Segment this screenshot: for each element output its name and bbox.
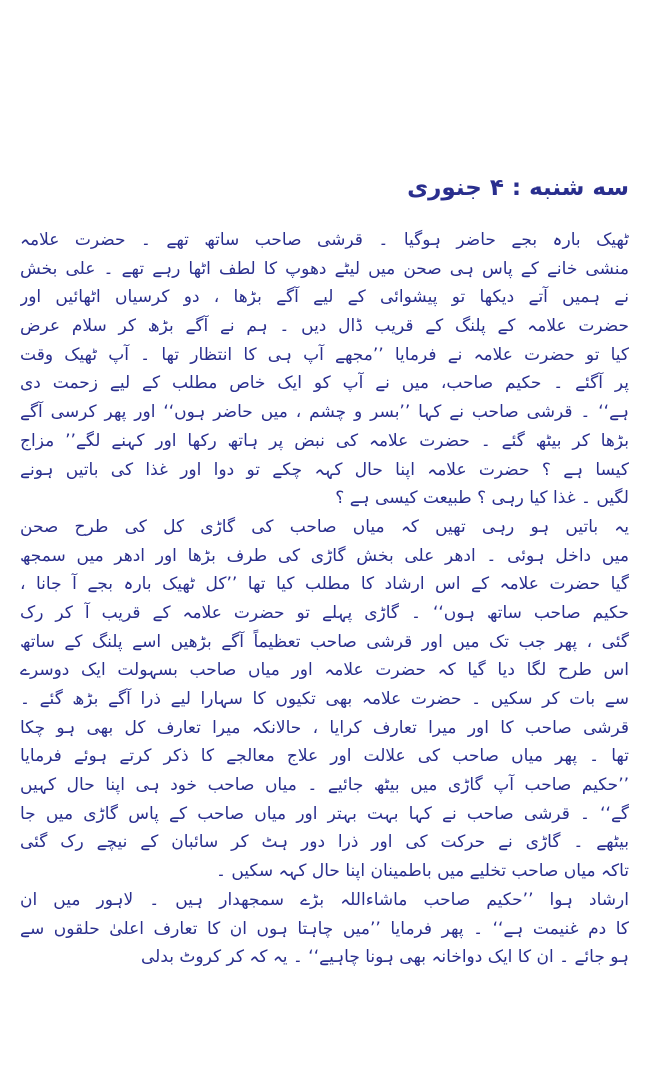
- text-line: تاکہ میاں صاحب تخلیے میں باطمینان اپنا حال کہہ سکیں ۔: [216, 861, 629, 882]
- text-line: حضرت علامہ کے پلنگ کے قریب ڈال دیں ۔ ہم نے آگے بڑھ کر سلام عرض: [20, 316, 629, 337]
- text-line: پر آگئے ۔ حکیم صاحب، میں نے آپ کو ایک خاص مطلب کے لیے زحمت دی: [20, 373, 629, 394]
- text-line: یہ باتیں ہو رہی تھیں کہ میاں صاحب کی گاڑی کل کی طرح صحن: [20, 516, 629, 537]
- text-line: حکیم صاحب ساتھ ہوں‘‘ ۔ گاڑی پہلے تو حضرت علامہ کے قریب آ کر رک: [20, 602, 629, 623]
- text-line: ہے‘‘ ۔ قرشی صاحب نے کہا ’’بسر و چشم ، میں حاضر ہوں‘‘ اور پھر کرسی آگے: [20, 402, 629, 423]
- text-line: منشی خانے کے پاس ہی صحن میں لیٹے دھوپ کا لطف اٹھا رہے تھے ۔ علی بخش: [20, 258, 629, 279]
- entry-body: [20, 226, 629, 972]
- text-line: میں داخل ہوئی ۔ ادھر علی بخش گاڑی کی طرف بڑھا اور ادھر میں سمجھ: [20, 545, 629, 566]
- text-line: کیسا ہے ؟ حضرت علامہ اپنا حال کہہ چکے تو دوا اور غذا کی باتیں ہونے: [20, 459, 629, 480]
- text-line: نے ہمیں آتے دیکھا تو پیشوائی کے لیے آگے بڑھا ، دو کرسیاں اٹھائیں اور: [20, 287, 629, 308]
- text-line: بیٹھے ۔ گاڑی نے حرکت کی اور ذرا دور ہٹ کر سائبان کے نیچے رک گئی: [20, 832, 629, 853]
- text-line: لگیں ۔ غذا کیا رہی ؟ طبیعت کیسی ہے ؟: [335, 488, 629, 509]
- text-line: کا دم غنیمت ہے‘‘ ۔ پھر فرمایا ’’میں چاہتا ہوں ان کا تعارف اعلیٰ حلقوں سے: [20, 918, 629, 939]
- text-line: قرشی صاحب کا اور میرا تعارف کرایا ، حالانکہ میرا تعارف کل بھی ہو چکا: [20, 717, 629, 738]
- text-line: گیا حضرت علامہ کے اس ارشاد کا مطلب کیا تھا ’’کل ٹھیک بارہ بجے آ جانا ،: [20, 574, 629, 595]
- text-line: کیا تو حضرت علامہ نے فرمایا ’’مجھے آپ ہی کا انتظار تھا ۔ آپ ٹھیک وقت: [20, 344, 629, 365]
- text-line: بڑھا کر بیٹھ گئے ۔ حضرت علامہ کی نبض پر ہاتھ رکھا اور کہنے لگے’’ مزاج: [20, 430, 629, 451]
- text-line: ’’حکیم صاحب آپ گاڑی میں بیٹھ جائیے ۔ میاں صاحب خود ہی اپنا حال کہیں: [20, 775, 629, 796]
- text-line: اس طرح لگا دیا گیا کہ حضرت علامہ اور میاں صاحب بسہولت ایک دوسرے: [20, 660, 629, 681]
- text-line: تھا ۔ پھر میاں صاحب کی علالت اور علاج معالجے کا ذکر کرتے ہوئے فرمایا: [20, 746, 629, 767]
- text-line: سے بات کر سکیں ۔ حضرت علامہ بھی تکیوں کا سہارا لیے ذرا آگے بڑھ گئے ۔: [20, 689, 629, 709]
- entry-heading: سه شنبه : ۴ جنوری: [407, 175, 629, 201]
- text-line: ارشاد ہوا ’’حکیم صاحب ماشاءاللہ بڑے سمجھدار ہیں ۔ لاہور میں ان: [20, 889, 629, 910]
- text-line: ٹھیک بارہ بجے حاضر ہوگیا ۔ قرشی صاحب ساتھ تھے ۔ حضرت علامہ: [20, 230, 629, 250]
- text-line: ہو جائے ۔ ان کا ایک دواخانہ بھی ہونا چاہیے‘‘ ۔ یہ کہ کر کروٹ بدلی: [141, 947, 629, 968]
- text-line: گے‘‘ ۔ قرشی صاحب نے کہا بہت بہتر اور میاں صاحب کے پاس گاڑی میں جا: [20, 803, 629, 824]
- text-line: گئی ، پھر جب تک میں اور قرشی صاحب تعظیماً آگے بڑھیں اسے پلنگ کے ساتھ: [20, 631, 629, 652]
